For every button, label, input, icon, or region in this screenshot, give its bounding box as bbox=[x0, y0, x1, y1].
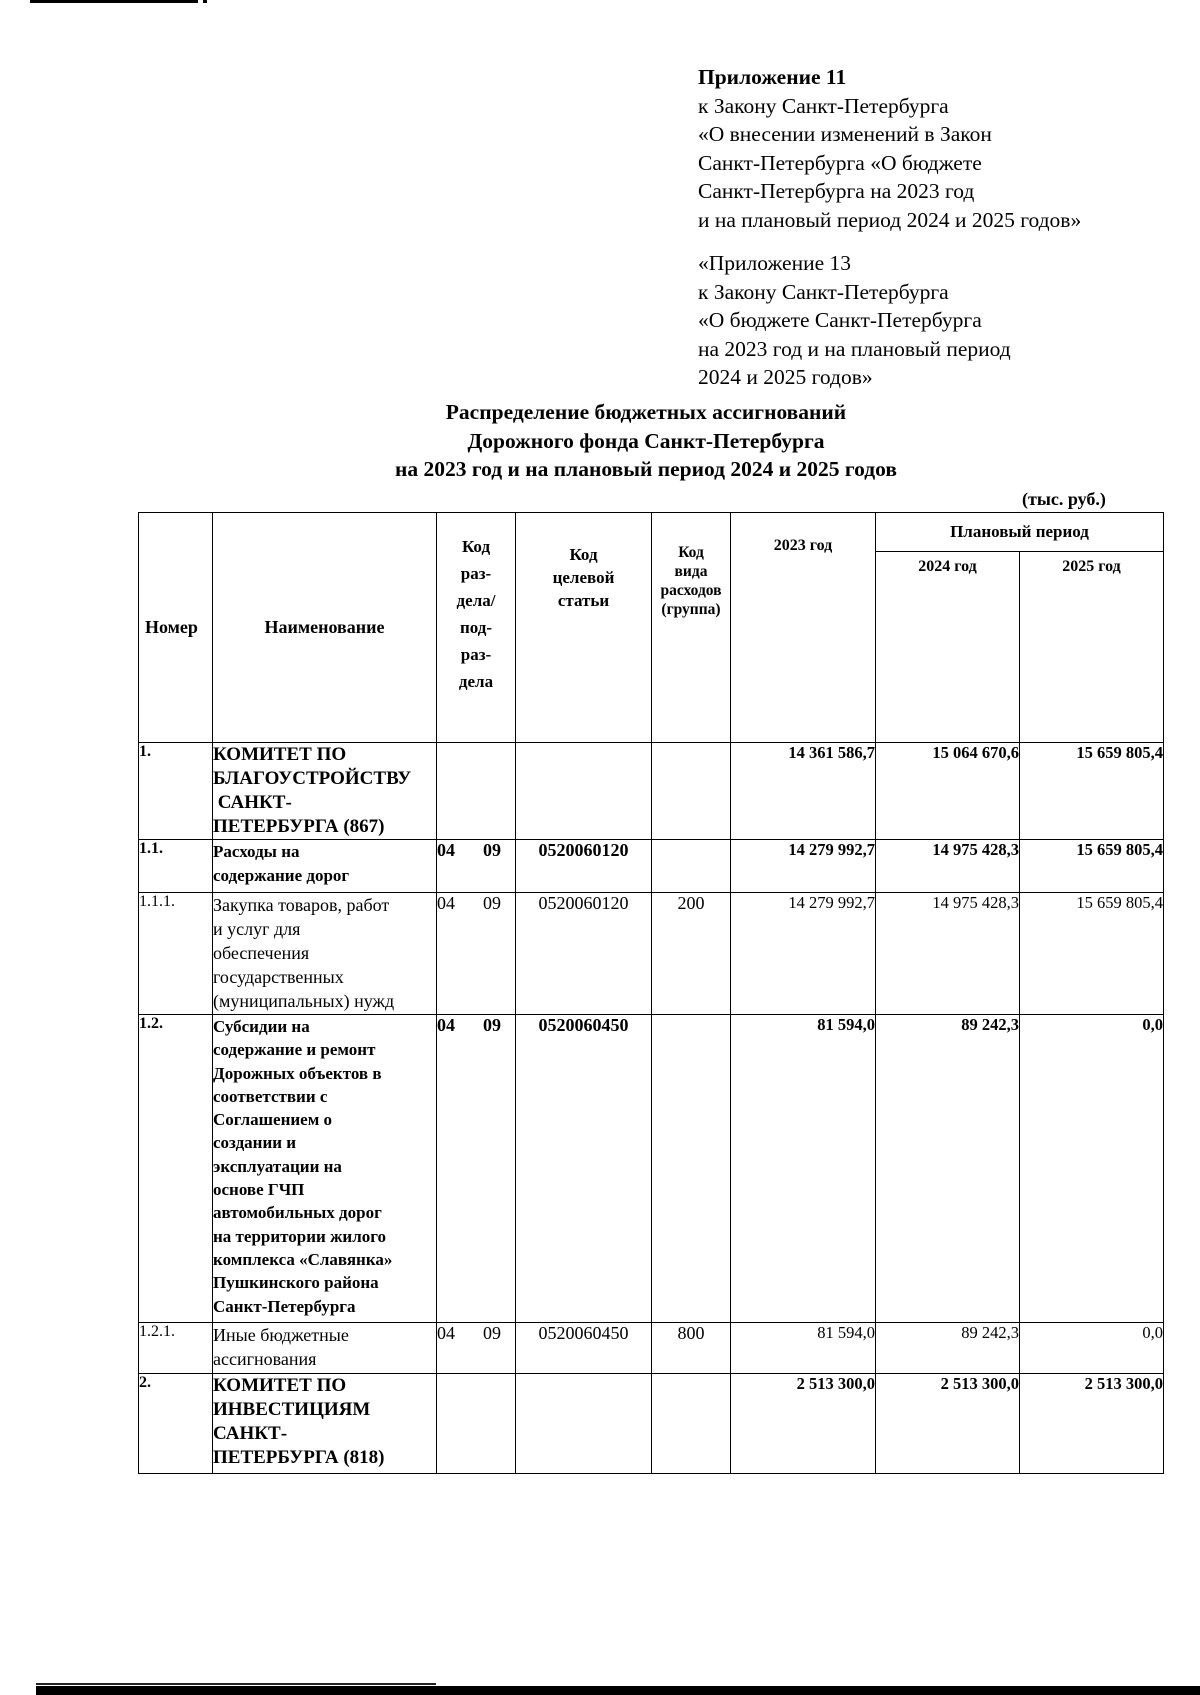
row-name-line: Санкт-Петербурга bbox=[213, 1296, 356, 1316]
header-target-line: статьи bbox=[557, 591, 610, 610]
row-expense-code bbox=[652, 1015, 731, 1323]
row-amount-2025: 15 659 805,4 bbox=[1020, 743, 1164, 840]
header-plan-period: Плановый период bbox=[876, 513, 1164, 552]
row-name-line: ИНВЕСТИЦИЯМ bbox=[213, 1399, 371, 1420]
row-name bbox=[213, 840, 437, 893]
header-section-line: дела/ bbox=[456, 591, 496, 610]
appendix-13-line: к Закону Санкт-Петербурга bbox=[698, 279, 949, 304]
header-expense-code bbox=[652, 513, 731, 743]
row-subsection: 09 bbox=[483, 1015, 501, 1035]
appendix-11-block bbox=[698, 63, 1081, 234]
row-section-code bbox=[437, 743, 516, 840]
row-subsection: 09 bbox=[483, 1323, 501, 1343]
row-target-code: 0520060120 bbox=[516, 893, 652, 1015]
row-name bbox=[213, 1015, 437, 1323]
appendix-11-line: Санкт-Петербурга на 2023 год bbox=[698, 179, 975, 203]
row-name-line: создании и bbox=[213, 1133, 297, 1153]
row-amount-2024: 2 513 300,0 bbox=[876, 1374, 1020, 1474]
row-target-code: 0520060120 bbox=[516, 840, 652, 893]
row-subsection: 09 bbox=[483, 840, 501, 860]
row-section-code bbox=[437, 893, 516, 1015]
table-row bbox=[139, 1323, 1164, 1374]
appendix-11-line: Приложение 11 bbox=[698, 65, 847, 89]
header-name: Наименование bbox=[213, 513, 437, 743]
row-name-line: Пушкинского района bbox=[213, 1273, 379, 1293]
row-amount-2025: 0,0 bbox=[1020, 1323, 1164, 1374]
title-line: Распределение бюджетных ассигнований bbox=[445, 400, 847, 424]
row-name-line: комплекса «Славянка» bbox=[213, 1249, 393, 1269]
row-expense-code bbox=[652, 743, 731, 840]
header-expense-line: Код bbox=[678, 544, 704, 561]
budget-table bbox=[138, 512, 1164, 1474]
row-amount-2025: 15 659 805,4 bbox=[1020, 840, 1164, 893]
header-section-line: раз- bbox=[460, 564, 492, 583]
row-section: 04 bbox=[437, 1323, 455, 1343]
row-name-line: ассигнования bbox=[213, 1349, 317, 1369]
header-expense-line: вида bbox=[674, 563, 708, 580]
row-amount-2025: 0,0 bbox=[1020, 1015, 1164, 1323]
header-2023: 2023 год bbox=[731, 513, 876, 743]
appendix-11-line: Санкт-Петербурга «О бюджете bbox=[698, 150, 982, 175]
row-number: 1.1. bbox=[139, 840, 213, 893]
row-name-line: содержание дорог bbox=[213, 866, 350, 885]
title-line: Дорожного фонда Санкт-Петербурга bbox=[467, 428, 825, 453]
row-name-line: Расходы на bbox=[213, 842, 300, 861]
top-scan-mark bbox=[203, 0, 207, 3]
row-number: 1.2. bbox=[139, 1015, 213, 1323]
row-amount-2023: 14 279 992,7 bbox=[731, 893, 876, 1015]
bottom-scan-line bbox=[36, 1686, 1200, 1695]
row-section: 04 bbox=[437, 893, 455, 913]
row-name-line: КОМИТЕТ ПО bbox=[213, 1375, 347, 1396]
header-target-code bbox=[516, 513, 652, 743]
row-number: 1. bbox=[139, 743, 213, 840]
row-section-code bbox=[437, 840, 516, 893]
row-name-line: Дорожных объектов в bbox=[213, 1063, 382, 1083]
row-number: 1.1.1. bbox=[139, 893, 213, 1015]
appendix-13-line: «Приложение 13 bbox=[698, 251, 852, 275]
row-name bbox=[213, 743, 437, 840]
row-target-code: 0520060450 bbox=[516, 1323, 652, 1374]
row-section-code bbox=[437, 1323, 516, 1374]
top-scan-line bbox=[30, 0, 198, 3]
header-2025: 2025 год bbox=[1020, 552, 1164, 743]
row-expense-code bbox=[652, 840, 731, 893]
row-expense-code: 800 bbox=[652, 1323, 731, 1374]
row-expense-code bbox=[652, 1374, 731, 1474]
row-name-line: содержание и ремонт bbox=[213, 1040, 376, 1060]
header-target-line: Код bbox=[569, 545, 598, 564]
row-amount-2025: 2 513 300,0 bbox=[1020, 1374, 1164, 1474]
row-name-line: государственных bbox=[213, 967, 344, 987]
row-name-line: и услуг для bbox=[213, 919, 301, 939]
row-target-code bbox=[516, 743, 652, 840]
table-row bbox=[139, 840, 1164, 893]
header-section-line: дела bbox=[458, 672, 494, 691]
row-amount-2023: 81 594,0 bbox=[731, 1323, 876, 1374]
appendix-13-block bbox=[698, 249, 1011, 392]
row-amount-2024: 15 064 670,6 bbox=[876, 743, 1020, 840]
header-expense-line: расходов bbox=[660, 582, 722, 599]
table-row bbox=[139, 743, 1164, 840]
row-name-line: КОМИТЕТ ПО bbox=[213, 744, 347, 765]
row-amount-2023: 81 594,0 bbox=[731, 1015, 876, 1323]
row-name bbox=[213, 1374, 437, 1474]
table-row bbox=[139, 1374, 1164, 1474]
row-name-line: БЛАГОУСТРОЙСТВУ bbox=[213, 768, 412, 789]
row-name-line: эксплуатации на bbox=[213, 1156, 342, 1176]
row-amount-2023: 14 279 992,7 bbox=[731, 840, 876, 893]
bottom-scan-line-thin bbox=[36, 1683, 436, 1685]
row-expense-code: 200 bbox=[652, 893, 731, 1015]
row-name-line: обеспечения bbox=[213, 943, 310, 963]
table-row bbox=[139, 893, 1164, 1015]
row-section-code bbox=[437, 1374, 516, 1474]
row-section: 04 bbox=[437, 840, 455, 860]
header-section-line: под- bbox=[459, 618, 493, 637]
row-number: 1.2.1. bbox=[139, 1323, 213, 1374]
header-target-line: целевой bbox=[552, 568, 615, 587]
row-amount-2024: 14 975 428,3 bbox=[876, 840, 1020, 893]
row-amount-2025: 15 659 805,4 bbox=[1020, 893, 1164, 1015]
row-name bbox=[213, 1323, 437, 1374]
appendix-13-line: 2024 и 2025 годов» bbox=[698, 365, 873, 389]
appendix-11-line: к Закону Санкт-Петербурга bbox=[698, 93, 949, 118]
row-name-line: Соглашением о bbox=[213, 1110, 333, 1130]
title-line: на 2023 год и на плановый период 2024 и 2025 годов bbox=[395, 457, 897, 481]
row-name-line: Субсидии на bbox=[213, 1017, 310, 1036]
row-amount-2024: 89 242,3 bbox=[876, 1323, 1020, 1374]
table-row bbox=[139, 1015, 1164, 1323]
row-amount-2024: 89 242,3 bbox=[876, 1015, 1020, 1323]
row-name-line: (муниципальных) нужд bbox=[213, 991, 395, 1011]
row-name-line: ПЕТЕРБУРГА (818) bbox=[213, 1447, 385, 1468]
row-name-line: основе ГЧП bbox=[213, 1180, 305, 1200]
row-subsection: 09 bbox=[483, 893, 501, 913]
unit-label: (тыс. руб.) bbox=[1022, 489, 1106, 509]
header-section-line: Код bbox=[461, 537, 491, 556]
header-number: Номер bbox=[139, 513, 213, 743]
row-target-code bbox=[516, 1374, 652, 1474]
row-name-line: САНКТ- bbox=[213, 792, 292, 813]
header-2024: 2024 год bbox=[876, 552, 1020, 743]
row-amount-2023: 2 513 300,0 bbox=[731, 1374, 876, 1474]
appendix-11-line: и на плановый период 2024 и 2025 годов» bbox=[698, 207, 1082, 232]
row-name bbox=[213, 893, 437, 1015]
header-expense-line: (группа) bbox=[661, 601, 721, 618]
row-target-code: 0520060450 bbox=[516, 1015, 652, 1323]
row-name-line: Закупка товаров, работ bbox=[213, 895, 390, 915]
row-section-code bbox=[437, 1015, 516, 1323]
appendix-11-line: «О внесении изменений в Закон bbox=[698, 122, 992, 146]
header-section-line: раз- bbox=[460, 645, 492, 664]
row-name-line: на территории жилого bbox=[213, 1226, 387, 1246]
appendix-13-line: на 2023 год и на плановый период bbox=[698, 336, 1011, 361]
document-title bbox=[300, 398, 992, 484]
row-amount-2023: 14 361 586,7 bbox=[731, 743, 876, 840]
appendix-13-line: «О бюджете Санкт-Петербурга bbox=[698, 308, 982, 332]
row-name-line: соответствии с bbox=[213, 1086, 328, 1106]
row-name-line: автомобильных дорог bbox=[213, 1203, 382, 1223]
header-section-code bbox=[437, 513, 516, 743]
row-number: 2. bbox=[139, 1374, 213, 1474]
row-name-line: ПЕТЕРБУРГА (867) bbox=[213, 816, 385, 837]
row-amount-2024: 14 975 428,3 bbox=[876, 893, 1020, 1015]
row-section: 04 bbox=[437, 1015, 455, 1035]
row-name-line: САНКТ- bbox=[213, 1423, 288, 1444]
row-name-line: Иные бюджетные bbox=[213, 1325, 349, 1345]
